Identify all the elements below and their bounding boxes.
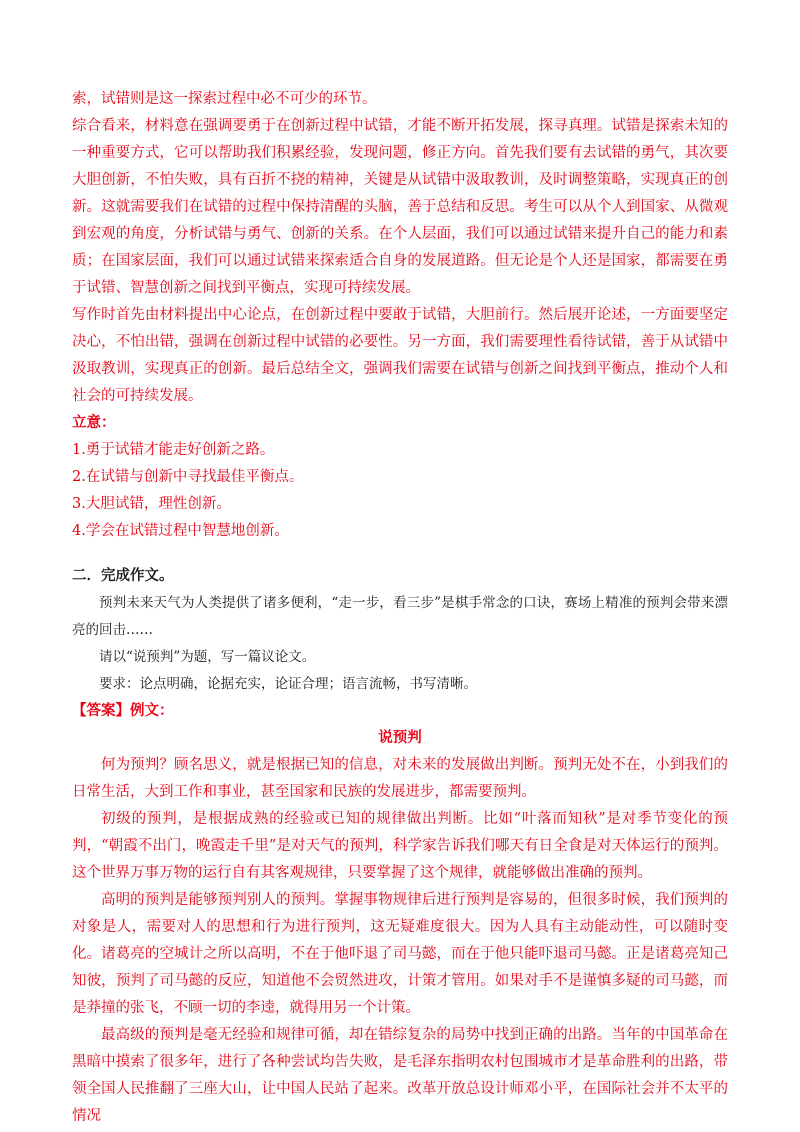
analysis-paragraph: 综合看来，材料意在强调要勇于在创新过程中试错，才能不断开拓发展，探寻真理。试错是探索未知的一种重要方式，它可以帮助我们积累经验，发现问题，修正方向。首先我们要有去试错的勇气，其次要大胆创新，不怕失败，具有百折不挠的精神，关键是从试错中汲取教训，及时调整策略，实现真正的创新。这就需要我们在试错的过程中保持清醒的头脑，善于总结和反思。考生可以从个人到国家、从微观到宏观的角度，分析试错与勇气、创新的关系。在个人层面，我们可以通过试错来提升自己的能力和素质；在国家层面，我们可以通过试错来探索适合自身的发展道路。但无论是个人还是国家，都需要在勇于试错、智慧创新之间找到平衡点，实现可持续发展。 <box>72 118 728 296</box>
section-title: 二．完成作文。 <box>72 568 174 584</box>
answer-example-label: 例文： <box>130 703 174 719</box>
prompt-text: 预判未来天气为人类提供了诸多便利，“走一步，看三步”是棋手常念的口诀，赛场上精准的预判会带来漂亮的回击…… <box>72 595 728 638</box>
idea-item: 4.学会在试错过程中智慧地创新。 <box>72 523 289 539</box>
idea-item: 2.在试错与创新中寻找最佳平衡点。 <box>72 469 304 485</box>
prompt-requirement: 要求：论点明确，论据充实，论证合理；语言流畅，书写清晰。 <box>99 676 477 692</box>
idea-item: 1.勇于试错才能走好创新之路。 <box>72 442 275 458</box>
essay-body <box>72 752 728 1130</box>
idea-label: 立意： <box>72 415 116 431</box>
essay-title: 说预判 <box>378 730 422 746</box>
prompt-task: 请以“说预判”为题，写一篇议论文。 <box>99 649 316 665</box>
analysis-paragraph: 索，试错则是这一探索过程中必不可少的环节。 <box>72 91 377 107</box>
answer-label <box>72 698 728 725</box>
answer-bracket: 【答案】 <box>72 703 130 719</box>
analysis-paragraph: 写作时首先由材料提出中心论点，在创新过程中要敢于试错，大胆前行。然后展开论述，一方面要坚定决心，不怕出错，强调在创新过程中试错的必要性。另一方面，我们需要理性看待试错，善于从试错中汲取教训，实现真正的创新。最后总结全文，强调我们需要在试错与创新之间找到平衡点，推动个人和社会的可持续发展。 <box>72 307 728 404</box>
essay-paragraph: 何为预判？顾名思义，就是根据已知的信息，对未来的发展做出判断。预判无处不在，小到我们的日常生活，大到工作和事业，甚至国家和民族的发展进步，都需要预判。 <box>72 757 728 800</box>
idea-block <box>72 410 728 545</box>
essay-paragraph: 高明的预判是能够预判别人的预判。掌握事物规律后进行预判是容易的，但很多时候，我们预判的对象是人，需要对人的思想和行为进行预判，这无疑难度很大。因为人具有主动能动性，可以随时变化。诸葛亮的空城计之所以高明，不在于他吓退了司马懿，而在于他只能吓退司马懿。正是诸葛亮知己知彼，预判了司马懿的反应，知道他不会贸然进攻，计策才管用。如果对手不是谨慎多疑的司马懿，而是莽撞的张飞，不顾一切的李逵，就得用另一个计策。 <box>72 892 728 1016</box>
analysis-block <box>72 86 728 410</box>
essay-prompt <box>72 590 728 698</box>
essay-paragraph: 最高级的预判是毫无经验和规律可循，却在错综复杂的局势中找到正确的出路。当年的中国革命在黑暗中摸索了很多年，进行了各种尝试均告失败，是毛泽东指明农村包围城市才是革命胜利的出路，带领全国人民推翻了三座大山，让中国人民站了起来。改革开放总设计师邓小平，在国际社会并不太平的情况 <box>72 1027 728 1124</box>
idea-item: 3.大胆试错，理性创新。 <box>72 496 231 512</box>
essay-paragraph: 初级的预判，是根据成熟的经验或已知的规律做出判断。比如“叶落而知秋”是对季节变化的预判，“朝霞不出门，晚霞走千里”是对天气的预判，科学家告诉我们哪天有日全食是对天体运行的预判。这个世界万事万物的运行自有其客观规律，只要掌握了这个规律，就能够做出准确的预判。 <box>72 811 728 881</box>
